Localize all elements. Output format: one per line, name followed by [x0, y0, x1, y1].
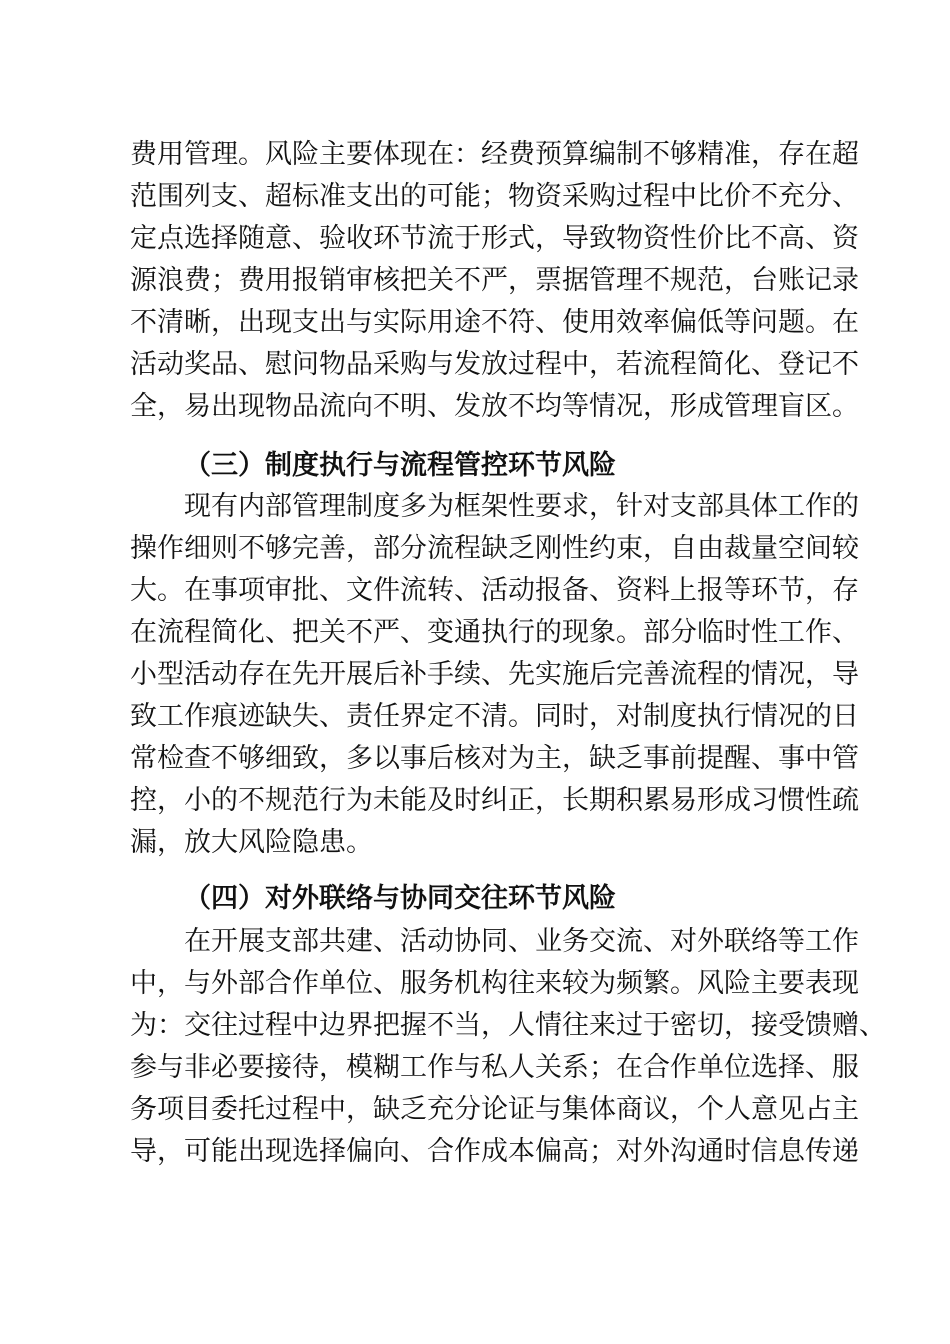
text-line: 操作细则不够完善，部分流程缺乏刚性约束，自由裁量空间较 — [130, 533, 859, 564]
text-line: 现有内部管理制度多为框架性要求，针对支部具体工作的 — [184, 491, 859, 522]
text-line: 定点选择随意、验收环节流于形式，导致物资性价比不高、资 — [130, 223, 859, 254]
text-line: 不清晰，出现支出与实际用途不符、使用效率偏低等问题。在 — [130, 307, 859, 338]
text-line: 常检查不够细致，多以事后核对为主，缺乏事前提醒、事中管 — [130, 743, 859, 774]
text-line: 大。在事项审批、文件流转、活动报备、资料上报等环节，存 — [130, 575, 859, 606]
section-heading: （三）制度执行与流程管控环节风险 — [184, 450, 616, 481]
text-line: 小型活动存在先开展后补手续、先实施后完善流程的情况，导 — [130, 659, 859, 690]
section-heading: （四）对外联络与协同交往环节风险 — [184, 883, 616, 914]
text-line: 费用管理。风险主要体现在：经费预算编制不够精准，存在超 — [130, 139, 859, 170]
text-line: 务项目委托过程中，缺乏充分论证与集体商议，个人意见占主 — [130, 1094, 859, 1125]
text-line: 源浪费；费用报销审核把关不严，票据管理不规范，台账记录 — [130, 265, 859, 296]
text-line: 范围列支、超标准支出的可能；物资采购过程中比价不充分、 — [130, 181, 859, 212]
text-line: 中，与外部合作单位、服务机构往来较为频繁。风险主要表现 — [130, 968, 859, 999]
text-line: 致工作痕迹缺失、责任界定不清。同时，对制度执行情况的日 — [130, 701, 859, 732]
text-line: 导，可能出现选择偏向、合作成本偏高；对外沟通时信息传递 — [130, 1136, 859, 1167]
text-line: 控，小的不规范行为未能及时纠正，长期积累易形成习惯性疏 — [130, 785, 859, 816]
text-line: 在流程简化、把关不严、变通执行的现象。部分临时性工作、 — [130, 617, 859, 648]
text-line: 漏，放大风险隐患。 — [130, 827, 373, 858]
text-line: 为：交往过程中边界把握不当，人情往来过于密切，接受馈赠、 — [130, 1010, 886, 1041]
text-line: 全，易出现物品流向不明、发放不均等情况，形成管理盲区。 — [130, 391, 859, 422]
text-line: 在开展支部共建、活动协同、业务交流、对外联络等工作 — [184, 926, 859, 957]
text-line: 活动奖品、慰问物品采购与发放过程中，若流程简化、登记不 — [130, 349, 859, 380]
text-line: 参与非必要接待，模糊工作与私人关系；在合作单位选择、服 — [130, 1052, 859, 1083]
